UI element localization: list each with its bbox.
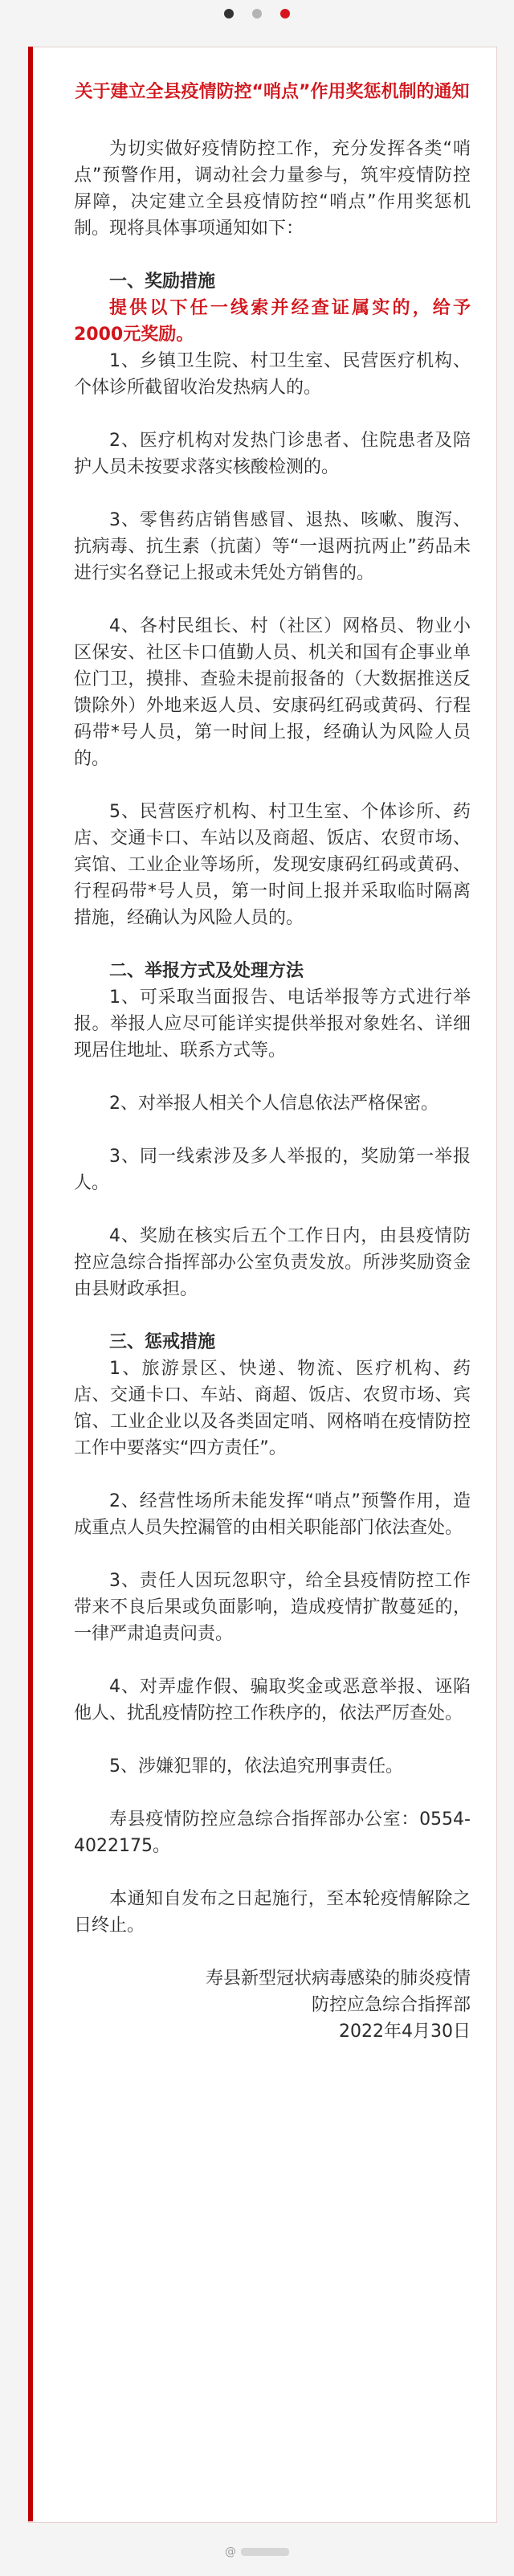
contact-info: 寿县疫情防控应急综合指挥部办公室：0554-4022175。 (74, 1809, 471, 1856)
carousel-dot-3[interactable] (280, 9, 290, 18)
carousel-dot-1[interactable] (224, 9, 234, 18)
notice-intro: 为切实做好疫情防控工作，充分发挥各类“哨点”预警作用，调动社会力量参与，筑牢疫情防控屏障，决定建立全县疫情防控“哨点”作用奖惩机制。现将具体事项通知如下： (74, 139, 471, 239)
penalty-item: 5、涉嫌犯罪的，依法追究刑事责任。 (109, 1756, 403, 1777)
watermark-at: @ (225, 2545, 236, 2558)
section-heading-penalties: 三、惩戒措施 (109, 1332, 216, 1352)
reward-item: 1、乡镇卫生院、村卫生室、民营医疗机构、个体诊所截留收治发热病人的。 (74, 351, 471, 398)
notice-accent-rail (28, 47, 33, 2521)
carousel-dot-2[interactable] (252, 9, 262, 18)
penalty-item: 3、责任人因玩忽职守，给全县疫情防控工作带来不良后果或负面影响，造成疫情扩散蔓延的，一律严肃追责问责。 (74, 1571, 471, 1644)
penalty-item: 1、旅游景区、快递、物流、医疗机构、药店、交通卡口、车站、商超、饭店、农贸市场、宾馆、工业企业以及各类固定哨、网格哨在疫情防控工作中要落实“四方责任”。 (74, 1359, 471, 1458)
reward-item: 2、医疗机构对发热门诊患者、住院患者及陪护人员未按要求落实核酸检测的。 (74, 431, 471, 477)
section-heading-rewards: 一、奖励措施 (109, 272, 216, 292)
notice-title: 关于建立全县疫情防控“哨点”作用奖惩机制的通知 (75, 82, 470, 102)
effective-period: 本通知自发布之日起施行，至本轮疫情解除之日终止。 (74, 1889, 471, 1936)
penalty-item: 2、经营性场所未能发挥“哨点”预警作用，造成重点人员失控漏管的由相关职能部门依法查处。 (74, 1491, 471, 1538)
watermark-blurred-handle (241, 2548, 289, 2556)
notice-content (74, 79, 471, 2045)
reporting-item: 3、同一线索涉及多人举报的，奖励第一举报人。 (74, 1147, 471, 1193)
watermark (0, 2545, 514, 2558)
penalty-item: 4、对弄虚作假、骗取奖金或恶意举报、诬陷他人、扰乱疫情防控工作秩序的，依法严厉查处。 (74, 1677, 471, 1723)
reward-item: 3、零售药店销售感冒、退热、咳嗽、腹泻、抗病毒、抗生素（抗菌）等“一退两抗两止”药品未进行实名登记上报或未凭处方销售的。 (74, 510, 471, 583)
reporting-item: 2、对举报人相关个人信息依法严格保密。 (109, 1094, 439, 1114)
carousel-indicator (0, 6, 514, 19)
reporting-item: 4、奖励在核实后五个工作日内，由县疫情防控应急综合指挥部办公室负责发放。所涉奖励资金由县财政承担。 (74, 1226, 471, 1299)
reward-amount-highlight: 提供以下任一线索并经查证属实的，给予2000元奖励。 (74, 298, 471, 345)
signature-org-line2: 防控应急综合指挥部 (311, 1995, 471, 2015)
reporting-item: 1、可采取当面报告、电话举报等方式进行举报。举报人应尽可能详实提供举报对象姓名、详细现居住地址、联系方式等。 (74, 987, 471, 1061)
section-heading-reporting: 二、举报方式及处理方法 (109, 961, 304, 981)
signature-org-line1: 寿县新型冠状病毒感染的肺炎疫情 (205, 1969, 471, 1989)
signature-date: 2022年4月30日 (339, 2022, 471, 2042)
reward-item: 5、民营医疗机构、村卫生室、个体诊所、药店、交通卡口、车站以及商超、饭店、农贸市场、宾馆、工业企业等场所，发现安康码红码或黄码、行程码带*号人员，第一时间上报并采取临时隔离措施，经确认为风险人员的。 (74, 802, 471, 928)
reward-item: 4、各村民组长、村（社区）网格员、物业小区保安、社区卡口值勤人员、机关和国有企事业单位门卫，摸排、查验未提前报备的（大数据推送反馈除外）外地来返人员、安康码红码或黄码、行程码带*号人员，第一时间上报，经确认为风险人员的。 (74, 616, 471, 769)
signature-block (74, 1965, 471, 2045)
